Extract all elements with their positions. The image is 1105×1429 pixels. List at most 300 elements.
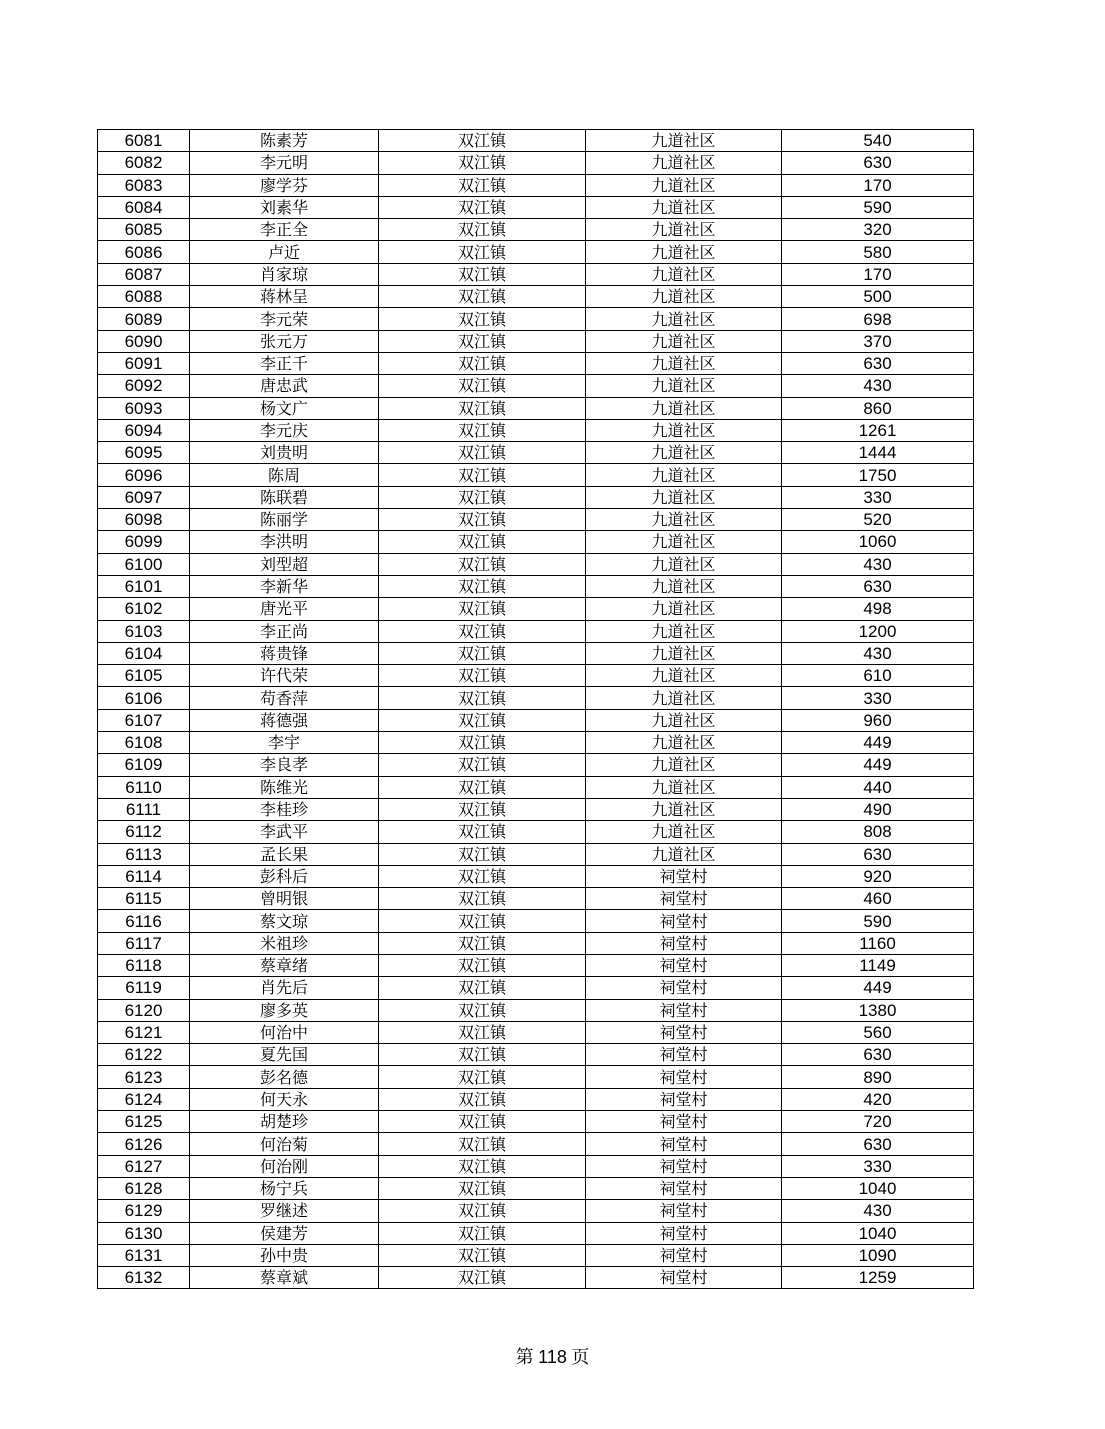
cell-record-id: 6096 (98, 464, 190, 486)
cell-record-id: 6083 (98, 174, 190, 196)
cell-village: 祠堂村 (586, 954, 782, 976)
table-row (98, 464, 974, 486)
cell-person-name: 刘素华 (190, 196, 379, 218)
table-row (98, 954, 974, 976)
cell-record-id: 6087 (98, 263, 190, 285)
cell-amount: 1040 (782, 1177, 974, 1199)
table-row (98, 419, 974, 441)
cell-record-id: 6082 (98, 152, 190, 174)
cell-record-id: 6100 (98, 553, 190, 575)
table-row (98, 442, 974, 464)
cell-town: 双江镇 (379, 509, 586, 531)
cell-amount: 1261 (782, 419, 974, 441)
table-row (98, 352, 974, 374)
table-row (98, 865, 974, 887)
cell-town: 双江镇 (379, 843, 586, 865)
cell-village: 九道社区 (586, 687, 782, 709)
cell-amount: 1444 (782, 442, 974, 464)
cell-town: 双江镇 (379, 375, 586, 397)
cell-person-name: 孙中贵 (190, 1244, 379, 1266)
cell-village: 九道社区 (586, 330, 782, 352)
cell-record-id: 6095 (98, 442, 190, 464)
cell-amount: 500 (782, 286, 974, 308)
cell-village: 祠堂村 (586, 1133, 782, 1155)
cell-village: 九道社区 (586, 598, 782, 620)
cell-town: 双江镇 (379, 419, 586, 441)
cell-person-name: 李武平 (190, 821, 379, 843)
cell-village: 九道社区 (586, 843, 782, 865)
cell-town: 双江镇 (379, 263, 586, 285)
table-row (98, 1111, 974, 1133)
cell-amount: 330 (782, 687, 974, 709)
table-row (98, 999, 974, 1021)
cell-person-name: 李正千 (190, 352, 379, 374)
cell-record-id: 6101 (98, 575, 190, 597)
cell-village: 九道社区 (586, 486, 782, 508)
cell-town: 双江镇 (379, 397, 586, 419)
cell-village: 九道社区 (586, 352, 782, 374)
footer-prefix: 第 (515, 1347, 534, 1368)
cell-town: 双江镇 (379, 977, 586, 999)
cell-town: 双江镇 (379, 598, 586, 620)
cell-village: 九道社区 (586, 375, 782, 397)
cell-village: 九道社区 (586, 174, 782, 196)
cell-amount: 560 (782, 1021, 974, 1043)
cell-town: 双江镇 (379, 888, 586, 910)
cell-person-name: 廖多英 (190, 999, 379, 1021)
cell-person-name: 蔡章绪 (190, 954, 379, 976)
cell-town: 双江镇 (379, 1021, 586, 1043)
table-row (98, 821, 974, 843)
cell-town: 双江镇 (379, 1200, 586, 1222)
cell-record-id: 6102 (98, 598, 190, 620)
cell-record-id: 6129 (98, 1200, 190, 1222)
cell-amount: 498 (782, 598, 974, 620)
cell-village: 九道社区 (586, 152, 782, 174)
cell-amount: 1149 (782, 954, 974, 976)
cell-town: 双江镇 (379, 575, 586, 597)
cell-town: 双江镇 (379, 999, 586, 1021)
cell-village: 祠堂村 (586, 865, 782, 887)
cell-amount: 720 (782, 1111, 974, 1133)
cell-village: 祠堂村 (586, 1200, 782, 1222)
cell-town: 双江镇 (379, 821, 586, 843)
cell-village: 九道社区 (586, 642, 782, 664)
cell-village: 祠堂村 (586, 1244, 782, 1266)
table-row (98, 598, 974, 620)
cell-amount: 449 (782, 754, 974, 776)
table-row (98, 1155, 974, 1177)
cell-village: 九道社区 (586, 241, 782, 263)
cell-village: 九道社区 (586, 665, 782, 687)
cell-record-id: 6091 (98, 352, 190, 374)
cell-record-id: 6104 (98, 642, 190, 664)
cell-town: 双江镇 (379, 219, 586, 241)
cell-record-id: 6093 (98, 397, 190, 419)
table-row (98, 798, 974, 820)
cell-village: 祠堂村 (586, 977, 782, 999)
cell-town: 双江镇 (379, 687, 586, 709)
cell-town: 双江镇 (379, 1222, 586, 1244)
cell-town: 双江镇 (379, 1044, 586, 1066)
cell-amount: 460 (782, 888, 974, 910)
cell-town: 双江镇 (379, 464, 586, 486)
cell-village: 祠堂村 (586, 1222, 782, 1244)
cell-record-id: 6109 (98, 754, 190, 776)
cell-town: 双江镇 (379, 241, 586, 263)
footer-suffix: 页 (571, 1347, 590, 1368)
cell-person-name: 李良孝 (190, 754, 379, 776)
table-row (98, 620, 974, 642)
table-row (98, 665, 974, 687)
cell-person-name: 罗继述 (190, 1200, 379, 1222)
cell-record-id: 6088 (98, 286, 190, 308)
cell-record-id: 6123 (98, 1066, 190, 1088)
table-row (98, 754, 974, 776)
cell-record-id: 6086 (98, 241, 190, 263)
cell-amount: 630 (782, 843, 974, 865)
cell-person-name: 唐光平 (190, 598, 379, 620)
page-footer (0, 1343, 1105, 1369)
cell-person-name: 李元明 (190, 152, 379, 174)
cell-record-id: 6113 (98, 843, 190, 865)
table-row (98, 1267, 974, 1289)
cell-person-name: 侯建芳 (190, 1222, 379, 1244)
cell-amount: 330 (782, 1155, 974, 1177)
table-row (98, 286, 974, 308)
cell-town: 双江镇 (379, 798, 586, 820)
cell-person-name: 李洪明 (190, 531, 379, 553)
cell-village: 祠堂村 (586, 910, 782, 932)
table-row (98, 1133, 974, 1155)
cell-town: 双江镇 (379, 174, 586, 196)
table-row (98, 910, 974, 932)
cell-amount: 449 (782, 977, 974, 999)
table-row (98, 1044, 974, 1066)
cell-person-name: 苟香萍 (190, 687, 379, 709)
cell-person-name: 何治中 (190, 1021, 379, 1043)
table-row (98, 843, 974, 865)
table-row (98, 1021, 974, 1043)
cell-amount: 1090 (782, 1244, 974, 1266)
cell-town: 双江镇 (379, 732, 586, 754)
cell-person-name: 何天永 (190, 1088, 379, 1110)
cell-record-id: 6085 (98, 219, 190, 241)
cell-amount: 490 (782, 798, 974, 820)
cell-village: 祠堂村 (586, 888, 782, 910)
cell-person-name: 蒋林呈 (190, 286, 379, 308)
cell-person-name: 孟长果 (190, 843, 379, 865)
table-row (98, 1066, 974, 1088)
cell-town: 双江镇 (379, 531, 586, 553)
cell-record-id: 6092 (98, 375, 190, 397)
cell-amount: 170 (782, 263, 974, 285)
cell-amount: 330 (782, 486, 974, 508)
cell-amount: 1259 (782, 1267, 974, 1289)
cell-person-name: 蒋德强 (190, 709, 379, 731)
cell-amount: 960 (782, 709, 974, 731)
cell-town: 双江镇 (379, 1155, 586, 1177)
cell-town: 双江镇 (379, 642, 586, 664)
cell-town: 双江镇 (379, 1244, 586, 1266)
cell-town: 双江镇 (379, 308, 586, 330)
cell-person-name: 卢近 (190, 241, 379, 263)
cell-amount: 1750 (782, 464, 974, 486)
cell-amount: 590 (782, 910, 974, 932)
cell-town: 双江镇 (379, 910, 586, 932)
cell-person-name: 胡楚珍 (190, 1111, 379, 1133)
cell-record-id: 6121 (98, 1021, 190, 1043)
cell-person-name: 张元万 (190, 330, 379, 352)
cell-record-id: 6110 (98, 776, 190, 798)
cell-record-id: 6112 (98, 821, 190, 843)
table-row (98, 152, 974, 174)
cell-amount: 420 (782, 1088, 974, 1110)
cell-village: 祠堂村 (586, 1044, 782, 1066)
cell-record-id: 6132 (98, 1267, 190, 1289)
cell-person-name: 陈素芳 (190, 130, 379, 152)
table-row (98, 977, 974, 999)
cell-record-id: 6090 (98, 330, 190, 352)
cell-village: 九道社区 (586, 732, 782, 754)
cell-village: 九道社区 (586, 397, 782, 419)
cell-person-name: 蔡章斌 (190, 1267, 379, 1289)
cell-town: 双江镇 (379, 152, 586, 174)
cell-record-id: 6130 (98, 1222, 190, 1244)
cell-village: 九道社区 (586, 575, 782, 597)
cell-village: 九道社区 (586, 308, 782, 330)
table-row (98, 932, 974, 954)
cell-person-name: 蔡文琼 (190, 910, 379, 932)
cell-record-id: 6115 (98, 888, 190, 910)
table-row (98, 1088, 974, 1110)
cell-town: 双江镇 (379, 486, 586, 508)
cell-record-id: 6107 (98, 709, 190, 731)
cell-amount: 610 (782, 665, 974, 687)
page-number: 118 (538, 1347, 567, 1367)
table-row (98, 553, 974, 575)
cell-record-id: 6116 (98, 910, 190, 932)
cell-person-name: 许代荣 (190, 665, 379, 687)
cell-town: 双江镇 (379, 709, 586, 731)
cell-record-id: 6117 (98, 932, 190, 954)
cell-village: 九道社区 (586, 286, 782, 308)
cell-person-name: 何治刚 (190, 1155, 379, 1177)
cell-town: 双江镇 (379, 1111, 586, 1133)
table-row (98, 776, 974, 798)
cell-amount: 440 (782, 776, 974, 798)
cell-person-name: 肖先后 (190, 977, 379, 999)
cell-person-name: 何治菊 (190, 1133, 379, 1155)
cell-person-name: 陈维光 (190, 776, 379, 798)
cell-village: 祠堂村 (586, 1088, 782, 1110)
cell-record-id: 6127 (98, 1155, 190, 1177)
table-row (98, 509, 974, 531)
cell-amount: 430 (782, 1200, 974, 1222)
cell-person-name: 彭名德 (190, 1066, 379, 1088)
cell-amount: 580 (782, 241, 974, 263)
cell-record-id: 6131 (98, 1244, 190, 1266)
cell-village: 九道社区 (586, 553, 782, 575)
cell-person-name: 陈丽学 (190, 509, 379, 531)
cell-amount: 1040 (782, 1222, 974, 1244)
cell-amount: 630 (782, 352, 974, 374)
cell-town: 双江镇 (379, 130, 586, 152)
cell-record-id: 6124 (98, 1088, 190, 1110)
table-row (98, 709, 974, 731)
cell-record-id: 6097 (98, 486, 190, 508)
cell-person-name: 李元庆 (190, 419, 379, 441)
cell-village: 祠堂村 (586, 1155, 782, 1177)
cell-town: 双江镇 (379, 330, 586, 352)
cell-record-id: 6119 (98, 977, 190, 999)
cell-person-name: 刘型超 (190, 553, 379, 575)
cell-village: 祠堂村 (586, 1066, 782, 1088)
cell-record-id: 6125 (98, 1111, 190, 1133)
table-row (98, 308, 974, 330)
cell-person-name: 曾明银 (190, 888, 379, 910)
table-row (98, 732, 974, 754)
cell-amount: 860 (782, 397, 974, 419)
cell-amount: 1060 (782, 531, 974, 553)
cell-record-id: 6108 (98, 732, 190, 754)
cell-village: 祠堂村 (586, 1111, 782, 1133)
cell-record-id: 6118 (98, 954, 190, 976)
cell-village: 九道社区 (586, 442, 782, 464)
cell-amount: 890 (782, 1066, 974, 1088)
cell-amount: 630 (782, 1133, 974, 1155)
cell-person-name: 杨宁兵 (190, 1177, 379, 1199)
cell-amount: 698 (782, 308, 974, 330)
cell-village: 祠堂村 (586, 1177, 782, 1199)
cell-record-id: 6098 (98, 509, 190, 531)
cell-town: 双江镇 (379, 352, 586, 374)
cell-village: 九道社区 (586, 531, 782, 553)
table-row (98, 375, 974, 397)
cell-village: 九道社区 (586, 219, 782, 241)
cell-person-name: 彭科后 (190, 865, 379, 887)
cell-amount: 370 (782, 330, 974, 352)
cell-town: 双江镇 (379, 442, 586, 464)
cell-town: 双江镇 (379, 620, 586, 642)
table-row (98, 687, 974, 709)
cell-amount: 430 (782, 642, 974, 664)
cell-village: 祠堂村 (586, 932, 782, 954)
cell-record-id: 6120 (98, 999, 190, 1021)
cell-person-name: 李宇 (190, 732, 379, 754)
cell-village: 九道社区 (586, 798, 782, 820)
cell-town: 双江镇 (379, 286, 586, 308)
cell-amount: 430 (782, 375, 974, 397)
cell-record-id: 6094 (98, 419, 190, 441)
cell-record-id: 6106 (98, 687, 190, 709)
table-row (98, 196, 974, 218)
cell-record-id: 6084 (98, 196, 190, 218)
table-row (98, 330, 974, 352)
cell-person-name: 蒋贵锋 (190, 642, 379, 664)
table-row (98, 642, 974, 664)
cell-town: 双江镇 (379, 1088, 586, 1110)
cell-person-name: 廖学芬 (190, 174, 379, 196)
cell-record-id: 6122 (98, 1044, 190, 1066)
cell-amount: 540 (782, 130, 974, 152)
cell-record-id: 6128 (98, 1177, 190, 1199)
cell-person-name: 陈周 (190, 464, 379, 486)
cell-record-id: 6114 (98, 865, 190, 887)
cell-record-id: 6089 (98, 308, 190, 330)
cell-village: 九道社区 (586, 196, 782, 218)
cell-village: 九道社区 (586, 754, 782, 776)
cell-town: 双江镇 (379, 776, 586, 798)
cell-amount: 808 (782, 821, 974, 843)
cell-village: 九道社区 (586, 776, 782, 798)
table-row (98, 531, 974, 553)
cell-record-id: 6111 (98, 798, 190, 820)
cell-record-id: 6099 (98, 531, 190, 553)
cell-village: 祠堂村 (586, 999, 782, 1021)
cell-amount: 430 (782, 553, 974, 575)
cell-record-id: 6081 (98, 130, 190, 152)
cell-record-id: 6105 (98, 665, 190, 687)
table-row (98, 575, 974, 597)
table-row (98, 174, 974, 196)
cell-person-name: 刘贵明 (190, 442, 379, 464)
cell-amount: 630 (782, 152, 974, 174)
table-row (98, 397, 974, 419)
cell-amount: 520 (782, 509, 974, 531)
cell-amount: 630 (782, 1044, 974, 1066)
cell-amount: 1160 (782, 932, 974, 954)
cell-village: 祠堂村 (586, 1267, 782, 1289)
cell-amount: 1200 (782, 620, 974, 642)
cell-village: 祠堂村 (586, 1021, 782, 1043)
cell-town: 双江镇 (379, 553, 586, 575)
cell-record-id: 6103 (98, 620, 190, 642)
table-row (98, 241, 974, 263)
cell-village: 九道社区 (586, 509, 782, 531)
cell-town: 双江镇 (379, 196, 586, 218)
cell-village: 九道社区 (586, 263, 782, 285)
cell-person-name: 李桂珍 (190, 798, 379, 820)
cell-person-name: 李正全 (190, 219, 379, 241)
cell-town: 双江镇 (379, 1267, 586, 1289)
table-row (98, 1222, 974, 1244)
cell-town: 双江镇 (379, 1133, 586, 1155)
cell-person-name: 夏先国 (190, 1044, 379, 1066)
cell-village: 九道社区 (586, 821, 782, 843)
cell-person-name: 李正尚 (190, 620, 379, 642)
cell-village: 九道社区 (586, 130, 782, 152)
cell-village: 九道社区 (586, 709, 782, 731)
cell-town: 双江镇 (379, 754, 586, 776)
cell-record-id: 6126 (98, 1133, 190, 1155)
table-row (98, 1177, 974, 1199)
records-table (97, 129, 974, 1289)
cell-town: 双江镇 (379, 665, 586, 687)
cell-amount: 920 (782, 865, 974, 887)
cell-amount: 1380 (782, 999, 974, 1021)
table-row (98, 888, 974, 910)
cell-person-name: 陈联碧 (190, 486, 379, 508)
cell-village: 九道社区 (586, 419, 782, 441)
cell-village: 九道社区 (586, 620, 782, 642)
cell-amount: 630 (782, 575, 974, 597)
table-row (98, 263, 974, 285)
table-row (98, 486, 974, 508)
cell-amount: 590 (782, 196, 974, 218)
cell-town: 双江镇 (379, 865, 586, 887)
cell-town: 双江镇 (379, 1177, 586, 1199)
